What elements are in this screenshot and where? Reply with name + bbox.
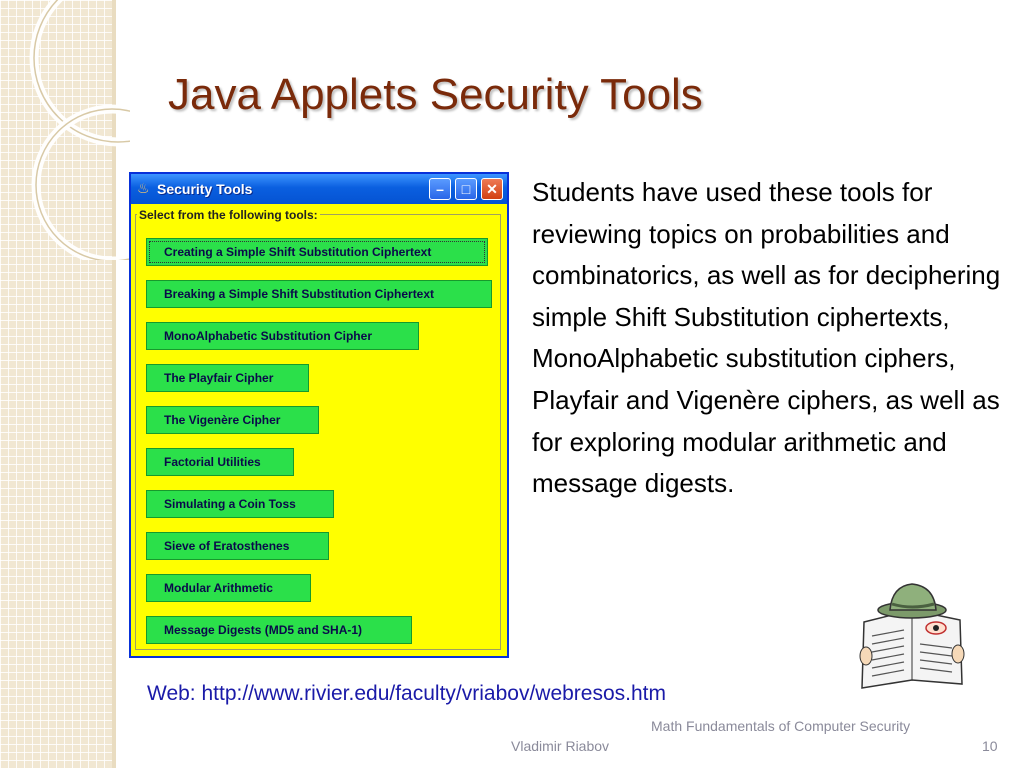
footer-author: Vladimir Riabov <box>511 738 610 754</box>
security-tools-window <box>129 172 509 658</box>
decorative-circles <box>0 0 130 260</box>
slide-title: Java Applets Security Tools <box>168 70 703 119</box>
maximize-icon[interactable]: □ <box>455 178 477 200</box>
close-icon[interactable]: ✕ <box>481 178 503 200</box>
tool-button-message-digests[interactable]: Message Digests (MD5 and SHA-1) <box>146 616 412 644</box>
tool-button-sieve-eratosthenes[interactable]: Sieve of Eratosthenes <box>146 532 329 560</box>
tool-button-playfair-cipher[interactable]: The Playfair Cipher <box>146 364 309 392</box>
spy-newspaper-clipart <box>854 580 970 692</box>
window-title: Security Tools <box>157 181 253 197</box>
group-label: Select from the following tools: <box>139 208 318 222</box>
tool-button-monoalphabetic-cipher[interactable]: MonoAlphabetic Substitution Cipher <box>146 322 419 350</box>
web-link[interactable]: Web: http://www.rivier.edu/faculty/vriabov/webresos.htm <box>147 682 666 705</box>
tool-button-create-shift-ciphertext[interactable]: Creating a Simple Shift Substitution Ciphertext <box>146 238 488 266</box>
tool-button-factorial-utilities[interactable]: Factorial Utilities <box>146 448 294 476</box>
tool-button-break-shift-ciphertext[interactable]: Breaking a Simple Shift Substitution Ciphertext <box>146 280 492 308</box>
body-text: Students have used these tools for reviewing topics on probabilities and combinatorics, as well as for deciphering simple Shift Substitution ciphertexts, MonoAlphabetic substitution ciphers, Playfair and Vigenère ciphers, as well as for exploring modular arithmetic and message digests. <box>532 177 1001 499</box>
java-cup-icon: ♨ <box>137 180 150 196</box>
tool-button-modular-arithmetic[interactable]: Modular Arithmetic <box>146 574 311 602</box>
tool-button-coin-toss[interactable]: Simulating a Coin Toss <box>146 490 334 518</box>
minimize-icon[interactable]: – <box>429 178 451 200</box>
page-number: 10 <box>982 738 998 754</box>
window-titlebar[interactable] <box>131 174 507 204</box>
tool-panel <box>131 204 507 656</box>
tool-button-vigenere-cipher[interactable]: The Vigenère Cipher <box>146 406 319 434</box>
footer-course: Math Fundamentals of Computer Security <box>651 718 911 734</box>
